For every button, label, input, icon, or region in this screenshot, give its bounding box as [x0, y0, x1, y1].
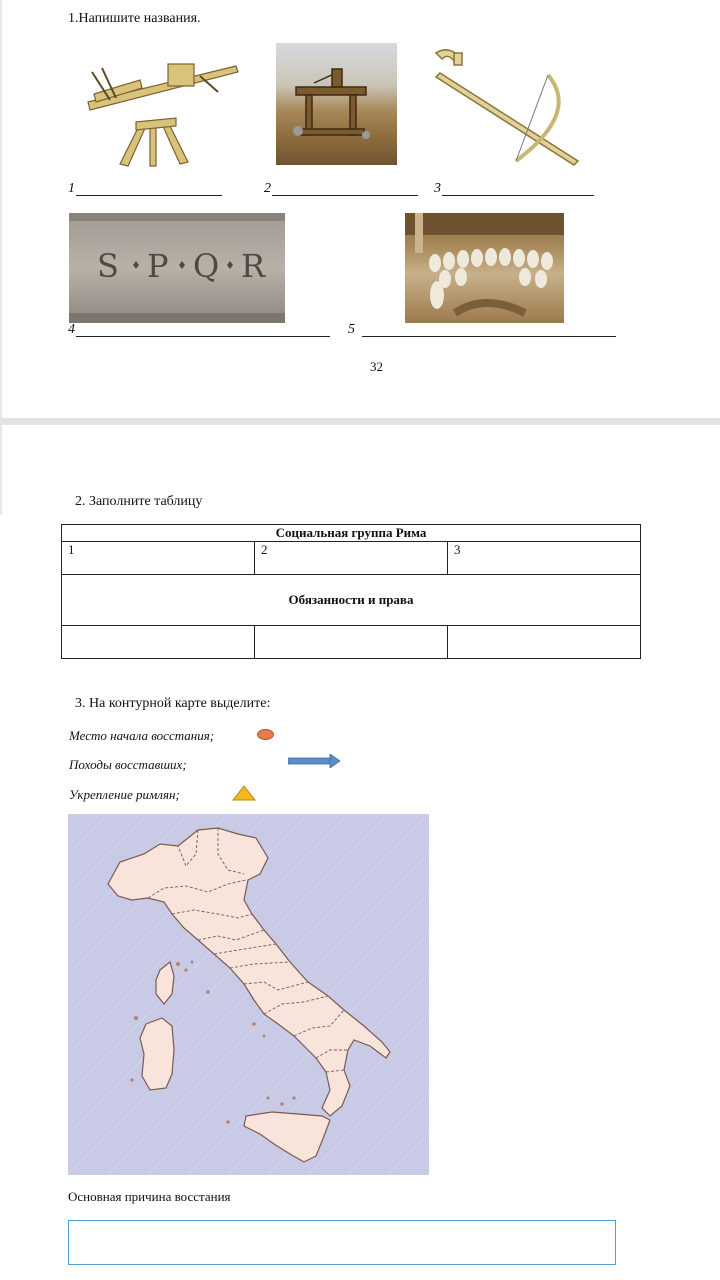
blank-label-2: 2: [264, 181, 271, 196]
svg-text:P: P: [147, 247, 169, 285]
table-col-1[interactable]: 1: [62, 542, 255, 575]
ballista-image: [80, 54, 240, 168]
answer-line-1[interactable]: [76, 195, 222, 196]
spqr-inscription-image: [69, 213, 285, 323]
table-cell-rights-3[interactable]: [448, 626, 641, 659]
orange-oval-icon: [257, 729, 274, 740]
page-number: 32: [370, 359, 383, 374]
italy-contour-map[interactable]: [68, 814, 429, 1175]
answer-line-4[interactable]: [76, 336, 330, 337]
table-cell-rights-1[interactable]: [62, 626, 255, 659]
table-col-3[interactable]: 3: [448, 542, 641, 575]
task1-title: 1.Напишите названия.: [68, 11, 201, 26]
main-cause-answer-input[interactable]: [68, 1220, 616, 1265]
main-cause-question: Основная причина восстания: [68, 1189, 231, 1204]
siege-engine-image: [276, 43, 397, 165]
page-edge-2: [0, 425, 2, 515]
answer-line-3[interactable]: [442, 195, 594, 196]
svg-text:R: R: [241, 247, 266, 285]
crossbow-image: [430, 43, 582, 167]
yellow-triangle-icon: [232, 785, 256, 801]
table-subheader: Обязанности и права: [62, 575, 641, 626]
page-edge: [0, 0, 2, 418]
blank-label-4: 4: [68, 322, 75, 337]
social-group-table: [61, 524, 641, 659]
task3-title: 3. На контурной карте выделите:: [75, 696, 271, 711]
blank-label-1: 1: [68, 181, 75, 196]
legend-label-uprising-start: Место начала восстания;: [69, 728, 215, 743]
blue-arrow-icon: [288, 754, 340, 768]
answer-line-2[interactable]: [272, 195, 418, 196]
task2-title: 2. Заполните таблицу: [75, 494, 203, 509]
legend-label-campaigns: Походы восставших;: [69, 757, 187, 772]
table-col-2[interactable]: 2: [255, 542, 448, 575]
page-divider: [0, 418, 720, 425]
roman-senate-image: [405, 213, 564, 323]
svg-text:S: S: [97, 247, 119, 285]
table-cell-rights-2[interactable]: [255, 626, 448, 659]
legend-label-fortification: Укрепление римлян;: [69, 787, 180, 802]
blank-label-3: 3: [434, 181, 441, 196]
answer-line-5[interactable]: [362, 336, 616, 337]
table-header: Социальная группа Рима: [62, 525, 641, 542]
blank-label-5: 5: [348, 322, 355, 337]
svg-text:Q: Q: [193, 247, 220, 285]
